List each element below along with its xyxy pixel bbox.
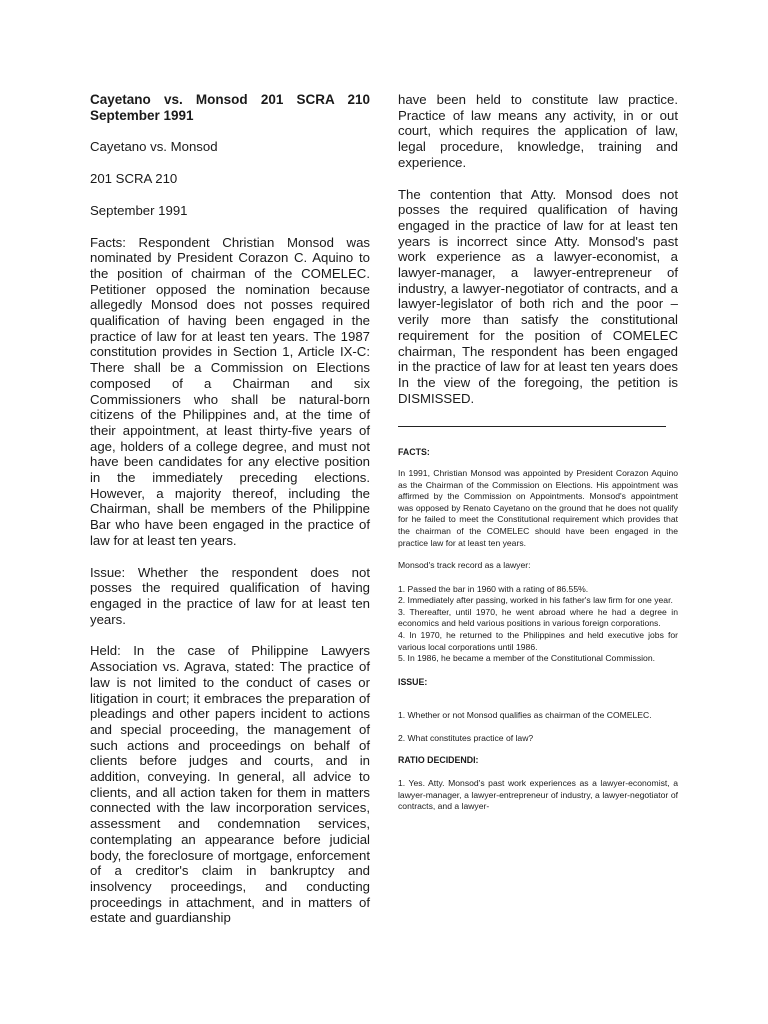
case-name: Cayetano vs. Monsod — [90, 139, 218, 155]
contention-paragraph: The contention that Atty. Monsod does not posses the required qualification of having engaged in the practice of law for at least ten years is incorrect since Atty. Monsod's past work experience as a lawyer-economist, a lawyer-manager, a lawyer-entrepreneur of industry, a lawyer-negotiator of contracts, and a lawyer-legislator of both rich and the poor – verily more than satisfy the constitutional requirement for the position of COMELEC chairman, The respondent has been engaged in the practice of law for at least ten years does In the view of the foregoing, the petition is DISMISSED. — [398, 186, 678, 406]
facts-summary: In 1991, Christian Monsod was appointed by President Corazon Aquino as the Chairman of the Commission on Elections. His appointment was affirmed by the Commission on Appointments. Monsod's appointment was opposed by Renato Cayetano on the ground that he does not qualify for he failed to meet the Constitutional requirement which provides that the chairman of the COMELEC should have been engaged in the practice law for at least ten years. — [398, 467, 678, 548]
section-divider — [398, 426, 666, 427]
list-item: 5. In 1986, he became a member of the Constitutional Commission. — [398, 653, 655, 664]
list-item: 1. Passed the bar in 1960 with a rating of 86.55%. — [398, 583, 589, 594]
left-column — [90, 92, 370, 926]
ratio-item-1: 1. Yes. Atty. Monsod's past work experiences as a lawyer-economist, a lawyer-manager, a lawyer-entrepreneur of industry, a lawyer-negotiator of contracts, and a lawyer- — [398, 778, 678, 812]
document-title: Cayetano vs. Monsod 201 SCRA 210 September 1991 — [90, 92, 370, 123]
held-continuation: have been held to constitute law practice. Practice of law means any activity, in or out court, which requires the application of law, legal procedure, knowledge, training and experience. — [398, 92, 678, 170]
ratio-heading: RATIO DECIDENDI: — [398, 754, 479, 765]
facts-heading: FACTS: — [398, 447, 430, 458]
issue-item-1: 1. Whether or not Monsod qualifies as chairman of the COMELEC. — [398, 710, 652, 721]
list-item: 2. Immediately after passing, worked in his father's law firm for one year. — [398, 595, 673, 606]
case-date: September 1991 — [90, 202, 188, 218]
facts-paragraph: Facts: Respondent Christian Monsod was nominated by President Corazon C. Aquino to the position of chairman of the COMELEC. Petitioner opposed the nomination because allegedly Monsod does not posses required qualification of having been engaged in the practice of law for at least ten years. The 1987 constitution provides in Section 1, Article IX-C: There shall be a Commission on Elections composed of a Chairman and six Commissioners who shall be natural-born citizens of the Philippines and, at the time of their appointment, at least thirty-five years of age, holders of a college degree, and must not have been candidates for any elective position in the immediately preceding elections. However, a majority thereof, including the Chairman, shall be members of the Philippine Bar who have been engaged in the practice of law for at least ten years. — [90, 234, 370, 548]
list-item: 3. Thereafter, until 1970, he went abroad where he had a degree in economics and held various positions in various foreign corporations. — [398, 606, 678, 629]
track-record-list — [398, 584, 678, 665]
right-column — [398, 92, 678, 813]
issue-heading: ISSUE: — [398, 676, 428, 687]
track-record-intro: Monsod's track record as a lawyer: — [398, 560, 531, 571]
issue-item-2: 2. What constitutes practice of law? — [398, 733, 534, 744]
case-citation: 201 SCRA 210 — [90, 171, 178, 187]
issue-paragraph: Issue: Whether the respondent does not posses the required qualification of having engaged in the practice of law for at least ten years. — [90, 564, 370, 627]
list-item: 4. In 1970, he returned to the Philippines and held executive jobs for various local corporations until 1986. — [398, 630, 678, 652]
held-paragraph: Held: In the case of Philippine Lawyers Association vs. Agrava, stated: The practice of law is not limited to the conduct of cases or litigation in court; it embraces the preparation of pleadings and other papers incident to actions and special proceeding, the management of such actions and proceedings on behalf of clients before judges and courts, and in addition, conveying. In general, all advice to clients, and all action taken for them in matters connected with the law incorporation services, assessment and condemnation services, contemplating an appearance before judicial body, the foreclosure of mortgage, enforcement of a creditor's claim in bankruptcy and insolvency proceedings, and conducting proceedings in attachment, and in matters of estate and guardianship — [90, 643, 370, 926]
